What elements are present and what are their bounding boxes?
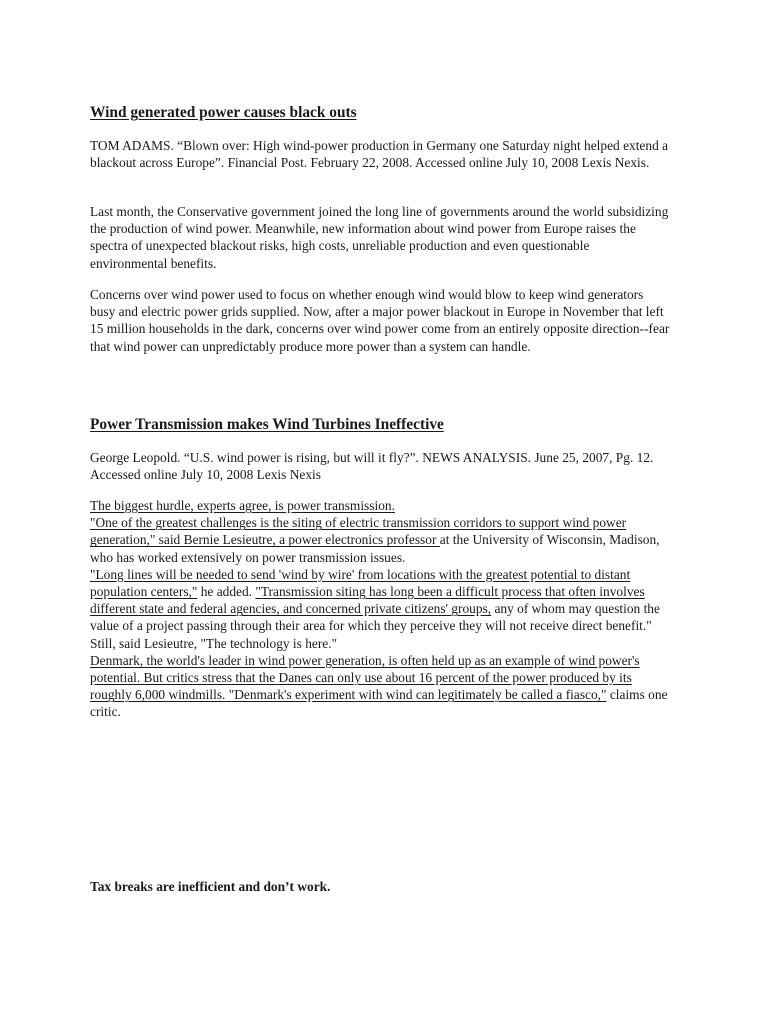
- paragraph-subsidies: [90, 203, 670, 272]
- underlined-text: "One of the greatest challenges is the siting of electric transmission corridors to support wind power generation," said Bernie Lesieutre, a power electronics professor: [90, 515, 627, 548]
- underlined-text: "Long lines will be needed to send 'wind by wire' from locations with the greatest potential to distant population centers,": [90, 566, 631, 600]
- section-heading-blackouts: Wind generated power causes black outs: [90, 104, 357, 121]
- citation-text: TOM ADAMS. “Blown over: High wind-power production in Germany one Saturday night helped extend a blackout across Europe”. Financial Post. February 22, 2008. Accessed online July 10, 2008 Lexis Nexis.: [90, 138, 669, 171]
- evidence-paragraph-lesieutre: [90, 514, 670, 566]
- quoted-evidence: [90, 497, 670, 721]
- evidence-paragraph-long-lines: [90, 566, 670, 635]
- citation-leopold: [90, 449, 670, 483]
- plain-text: he added.: [197, 584, 256, 600]
- underlined-text: "Transmission siting has long been a difficult process that often involves different state and federal agencies, and concerned private citizens' groups,: [90, 584, 645, 617]
- underlined-text: The biggest hurdle, experts agree, is power transmission.: [90, 498, 395, 513]
- evidence-line-technology: Still, said Lesieutre, "The technology is here.": [90, 635, 338, 651]
- evidence-line-hurdle: [90, 497, 670, 514]
- plain-text: at the University of Wisconsin, Madison, who has worked extensively on power transmission issues.: [90, 532, 660, 565]
- paragraph-text: Last month, the Conservative government joined the long line of governments around the world subsidizing the production of wind power. Meanwhile, new information about wind power from Europe raises the spectra of unexpected blackout risks, high costs, unreliable production and even questionable environmental benefits.: [90, 204, 669, 271]
- plain-text: claims one critic.: [90, 687, 668, 720]
- evidence-paragraph-denmark: [90, 652, 670, 721]
- paragraph-concerns: [90, 286, 670, 355]
- paragraph-text: Concerns over wind power used to focus on whether enough wind would blow to keep wind generators busy and electric power grids supplied. Now, after a major power blackout in Europe in November that left 15 million households in the dark, concerns over wind power come from an entirely opposite direction--fear that wind power can unpredictably produce more power than a system can handle.: [90, 287, 670, 354]
- section-heading-tax-breaks: Tax breaks are inefficient and don’t work.: [90, 879, 331, 894]
- underlined-text: Denmark, the world's leader in wind power generation, is often held up as an example of wind power's potential. But critics stress that the Danes can only use about 16 percent of the power produced by its roughly 6,000 windmills. "Denmark's experiment with wind can legitimately be called a fiasco,": [90, 652, 640, 703]
- section-heading-transmission: Power Transmission makes Wind Turbines Ineffective: [90, 416, 444, 433]
- plain-text: any of whom may question the value of a project passing through their area for which they perceive they will not receive direct benefit.": [90, 601, 660, 634]
- citation-adams: [90, 137, 670, 171]
- citation-text: George Leopold. “U.S. wind power is rising, but will it fly?”. NEWS ANALYSIS. June 25, 2007, Pg. 12. Accessed online July 10, 2008 Lexis Nexis: [90, 450, 654, 483]
